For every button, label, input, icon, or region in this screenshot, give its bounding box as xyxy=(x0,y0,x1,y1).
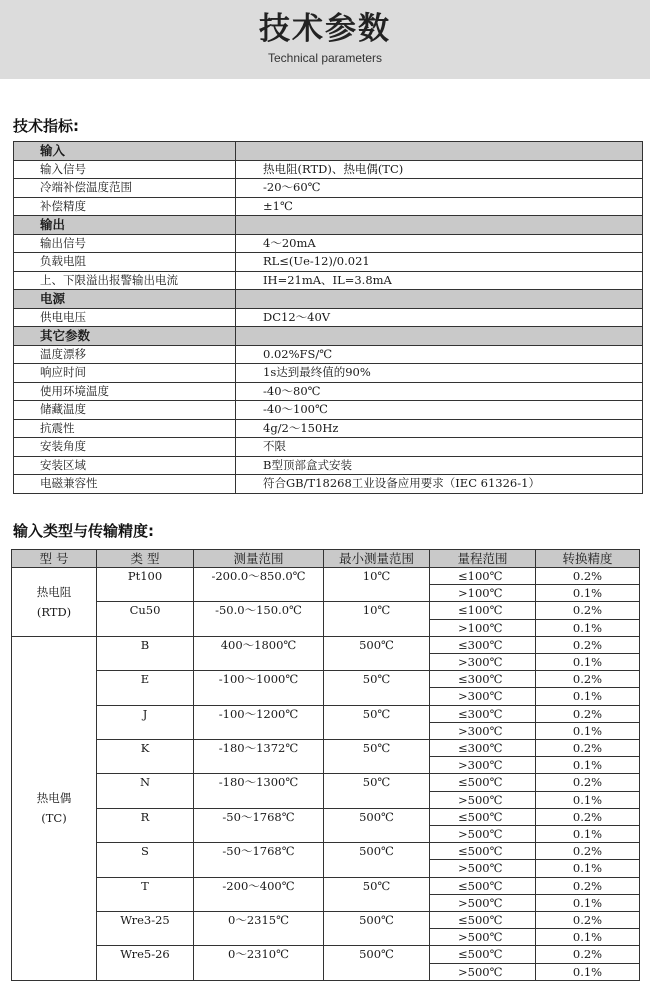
spec-label: 储藏温度 xyxy=(14,401,236,420)
accuracy-row xyxy=(12,808,640,825)
measure-range: -100～1000℃ xyxy=(194,671,324,705)
accuracy-column-header: 量程范围 xyxy=(430,550,536,568)
spec-value: 4～20mA xyxy=(236,234,643,253)
sensor-type: J xyxy=(97,705,194,739)
accuracy-row xyxy=(12,671,640,688)
span-range: >300℃ xyxy=(430,654,536,671)
spec-label: 输出信号 xyxy=(14,234,236,253)
conversion-accuracy: 0.2% xyxy=(536,774,640,791)
spec-group-row xyxy=(14,142,643,161)
measure-range: 0～2315℃ xyxy=(194,912,324,946)
accuracy-row xyxy=(12,877,640,894)
accuracy-row xyxy=(12,602,640,619)
spec-value: 不限 xyxy=(236,438,643,457)
spec-label: 输入信号 xyxy=(14,160,236,179)
min-range: 50℃ xyxy=(324,671,430,705)
span-range: ≤300℃ xyxy=(430,671,536,688)
sensor-type: R xyxy=(97,808,194,842)
span-range: ≤500℃ xyxy=(430,774,536,791)
spec-value: -40～80℃ xyxy=(236,382,643,401)
spec-value: 4g/2～150Hz xyxy=(236,419,643,438)
spec-group-row xyxy=(14,216,643,235)
model-name: 热电偶 xyxy=(36,791,72,806)
measure-range: -200.0～850.0℃ xyxy=(194,568,324,602)
spec-value xyxy=(236,216,643,235)
conversion-accuracy: 0.1% xyxy=(536,619,640,636)
sensor-type: Wre5-26 xyxy=(97,946,194,980)
conversion-accuracy: 0.1% xyxy=(536,791,640,808)
spec-table xyxy=(13,141,643,494)
measure-range: 0～2310℃ xyxy=(194,946,324,980)
spec-group-label: 电源 xyxy=(14,290,236,309)
span-range: >300℃ xyxy=(430,757,536,774)
accuracy-row xyxy=(12,568,640,585)
spec-group-row xyxy=(14,327,643,346)
span-range: >300℃ xyxy=(430,688,536,705)
conversion-accuracy: 0.1% xyxy=(536,894,640,911)
span-range: >500℃ xyxy=(430,963,536,980)
conversion-accuracy: 0.2% xyxy=(536,843,640,860)
span-range: ≤300℃ xyxy=(430,740,536,757)
spec-value: 1s达到最终值的90% xyxy=(236,364,643,383)
accuracy-column-header: 转换精度 xyxy=(536,550,640,568)
accuracy-row xyxy=(12,705,640,722)
spec-group-row xyxy=(14,290,643,309)
spec-value: 0.02%FS/℃ xyxy=(236,345,643,364)
min-range: 50℃ xyxy=(324,774,430,808)
spec-row xyxy=(14,234,643,253)
spec-label: 上、下限溢出报警输出电流 xyxy=(14,271,236,290)
conversion-accuracy: 0.1% xyxy=(536,826,640,843)
span-range: >500℃ xyxy=(430,929,536,946)
conversion-accuracy: 0.2% xyxy=(536,636,640,653)
spec-row xyxy=(14,382,643,401)
model-cell xyxy=(12,568,97,637)
spec-label: 供电电压 xyxy=(14,308,236,327)
spec-value: RL≤(Ue-12)/0.021 xyxy=(236,253,643,272)
model-code: (RTD) xyxy=(36,604,72,619)
spec-value: -20～60℃ xyxy=(236,179,643,198)
accuracy-section-title: 输入类型与传输精度: xyxy=(13,522,154,540)
accuracy-row xyxy=(12,774,640,791)
spec-value: B型顶部盒式安装 xyxy=(236,456,643,475)
span-range: ≤300℃ xyxy=(430,636,536,653)
span-range: ≤500℃ xyxy=(430,808,536,825)
spec-value: IH=21mA、IL=3.8mA xyxy=(236,271,643,290)
sensor-type: N xyxy=(97,774,194,808)
conversion-accuracy: 0.2% xyxy=(536,877,640,894)
spec-group-label: 其它参数 xyxy=(14,327,236,346)
span-range: ≤500℃ xyxy=(430,946,536,963)
spec-label: 电磁兼容性 xyxy=(14,475,236,494)
spec-row xyxy=(14,345,643,364)
spec-row xyxy=(14,364,643,383)
accuracy-column-header: 型 号 xyxy=(12,550,97,568)
spec-label: 负载电阻 xyxy=(14,253,236,272)
sensor-type: T xyxy=(97,877,194,911)
spec-label: 抗震性 xyxy=(14,419,236,438)
measure-range: -180～1300℃ xyxy=(194,774,324,808)
spec-row xyxy=(14,179,643,198)
spec-value: 符合GB/T18268工业设备应用要求（IEC 61326-1） xyxy=(236,475,643,494)
measure-range: -50.0～150.0℃ xyxy=(194,602,324,636)
spec-section-title: 技术指标: xyxy=(13,117,79,135)
accuracy-row xyxy=(12,740,640,757)
span-range: ≤500℃ xyxy=(430,912,536,929)
conversion-accuracy: 0.1% xyxy=(536,654,640,671)
span-range: >500℃ xyxy=(430,860,536,877)
conversion-accuracy: 0.2% xyxy=(536,568,640,585)
measure-range: -180～1372℃ xyxy=(194,740,324,774)
accuracy-row xyxy=(12,912,640,929)
spec-value xyxy=(236,142,643,161)
conversion-accuracy: 0.1% xyxy=(536,757,640,774)
conversion-accuracy: 0.1% xyxy=(536,929,640,946)
span-range: >300℃ xyxy=(430,722,536,739)
spec-value: DC12～40V xyxy=(236,308,643,327)
sensor-type: S xyxy=(97,843,194,877)
spec-label: 响应时间 xyxy=(14,364,236,383)
spec-row xyxy=(14,475,643,494)
min-range: 500℃ xyxy=(324,808,430,842)
model-name: 热电阻 xyxy=(36,584,72,599)
spec-value xyxy=(236,290,643,309)
spec-row xyxy=(14,419,643,438)
span-range: >500℃ xyxy=(430,826,536,843)
measure-range: 400～1800℃ xyxy=(194,636,324,670)
spec-label: 使用环境温度 xyxy=(14,382,236,401)
spec-row xyxy=(14,160,643,179)
span-range: ≤500℃ xyxy=(430,877,536,894)
accuracy-row xyxy=(12,843,640,860)
accuracy-table xyxy=(11,549,640,981)
min-range: 500℃ xyxy=(324,843,430,877)
sensor-type: B xyxy=(97,636,194,670)
model-cell xyxy=(12,636,97,980)
conversion-accuracy: 0.1% xyxy=(536,963,640,980)
conversion-accuracy: 0.2% xyxy=(536,740,640,757)
sensor-type: Wre3-25 xyxy=(97,912,194,946)
conversion-accuracy: 0.2% xyxy=(536,671,640,688)
spec-label: 温度漂移 xyxy=(14,345,236,364)
accuracy-column-header: 类 型 xyxy=(97,550,194,568)
conversion-accuracy: 0.1% xyxy=(536,722,640,739)
conversion-accuracy: 0.2% xyxy=(536,705,640,722)
measure-range: -50～1768℃ xyxy=(194,808,324,842)
conversion-accuracy: 0.1% xyxy=(536,688,640,705)
spec-value xyxy=(236,327,643,346)
spec-value: -40～100℃ xyxy=(236,401,643,420)
spec-row xyxy=(14,401,643,420)
spec-value: ±1℃ xyxy=(236,197,643,216)
spec-group-label: 输出 xyxy=(14,216,236,235)
min-range: 50℃ xyxy=(324,877,430,911)
conversion-accuracy: 0.2% xyxy=(536,946,640,963)
spec-row xyxy=(14,308,643,327)
sensor-type: E xyxy=(97,671,194,705)
min-range: 500℃ xyxy=(324,946,430,980)
conversion-accuracy: 0.2% xyxy=(536,602,640,619)
spec-group-label: 输入 xyxy=(14,142,236,161)
measure-range: -200～400℃ xyxy=(194,877,324,911)
spec-value: 热电阻(RTD)、热电偶(TC) xyxy=(236,160,643,179)
header-banner xyxy=(0,0,650,79)
sensor-type: K xyxy=(97,740,194,774)
span-range: >500℃ xyxy=(430,791,536,808)
span-range: >100℃ xyxy=(430,619,536,636)
spec-label: 冷端补偿温度范围 xyxy=(14,179,236,198)
spec-row xyxy=(14,456,643,475)
measure-range: -100～1200℃ xyxy=(194,705,324,739)
measure-range: -50～1768℃ xyxy=(194,843,324,877)
spec-row xyxy=(14,197,643,216)
min-range: 50℃ xyxy=(324,705,430,739)
page-title: 技术参数 xyxy=(259,11,391,47)
accuracy-column-header: 最小测量范围 xyxy=(324,550,430,568)
conversion-accuracy: 0.2% xyxy=(536,808,640,825)
min-range: 10℃ xyxy=(324,602,430,636)
spec-label: 安装角度 xyxy=(14,438,236,457)
span-range: ≤300℃ xyxy=(430,705,536,722)
conversion-accuracy: 0.1% xyxy=(536,860,640,877)
span-range: >500℃ xyxy=(430,894,536,911)
model-code: (TC) xyxy=(41,811,67,826)
min-range: 500℃ xyxy=(324,636,430,670)
sensor-type: Cu50 xyxy=(97,602,194,636)
span-range: ≤100℃ xyxy=(430,602,536,619)
conversion-accuracy: 0.2% xyxy=(536,912,640,929)
spec-row xyxy=(14,253,643,272)
min-range: 10℃ xyxy=(324,568,430,602)
spec-row xyxy=(14,271,643,290)
conversion-accuracy: 0.1% xyxy=(536,585,640,602)
spec-label: 安装区域 xyxy=(14,456,236,475)
page-subtitle: Technical parameters xyxy=(267,51,383,65)
accuracy-column-header: 测量范围 xyxy=(194,550,324,568)
accuracy-row xyxy=(12,636,640,653)
span-range: ≤500℃ xyxy=(430,843,536,860)
min-range: 50℃ xyxy=(324,740,430,774)
span-range: ≤100℃ xyxy=(430,568,536,585)
sensor-type: Pt100 xyxy=(97,568,194,602)
accuracy-row xyxy=(12,946,640,963)
span-range: >100℃ xyxy=(430,585,536,602)
spec-label: 补偿精度 xyxy=(14,197,236,216)
min-range: 500℃ xyxy=(324,912,430,946)
spec-row xyxy=(14,438,643,457)
